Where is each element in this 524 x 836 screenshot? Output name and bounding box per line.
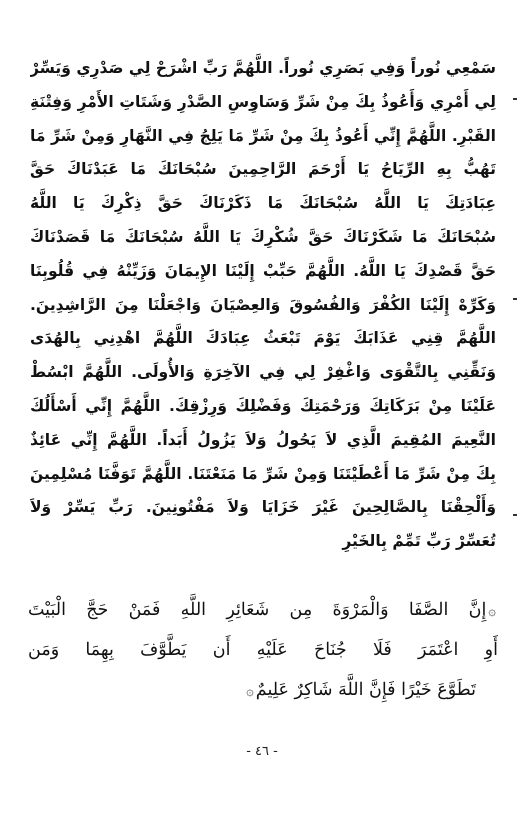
page-number: - ٤٦ - [246, 744, 278, 759]
text-line: عَلَيْنَا مِنْ بَرَكَاتِكَ وَرَحْمَتِكَ وَفَضْلِكَ وَرِزْقِكَ. اللَّهُمَّ إِنِّي أَسْأَلُكَ [30, 396, 496, 415]
verse-line: أَوِ اعْتَمَرَ فَلَا جُنَاحَ عَلَيْهِ أَن يَطَّوَّفَ بِهِمَا وَمَن [28, 640, 498, 660]
margin-mark [513, 514, 517, 516]
verse-line-text: إِنَّ الصَّفَا وَالْمَرْوَةَ مِن شَعَائِرِ اللَّهِ فَمَنْ حَجَّ الْبَيْتَ [28, 600, 487, 620]
text-line: سُبْحَانَكَ مَا شَكَرْنَاكَ حَقَّ شُكْرِكَ يَا اللَّهُ سُبْحَانَكَ مَا قَصَدْنَاكَ [30, 227, 496, 246]
text-line: عِبَادَتِكَ يَا اللَّهُ سُبْحَانَكَ مَا ذَكَرْنَاكَ حَقَّ ذِكْرِكَ يَا اللَّهُ [30, 194, 496, 213]
text-line: لِي أَمْرِي وَأَعُوذُ بِكَ مِنْ شَرِّ وَسَاوِسِ الصَّدْرِ وَشَتَاتِ الأَمْرِ وَفِتْنَةِ [30, 92, 496, 111]
verse-close-ornament: ۞ [246, 684, 254, 699]
text-line: وَنَقِّنِي بِالتَّقْوَى وَاغْفِرْ لِي فِي الآخِرَةِ وَالأُولَى. اللَّهُمَّ ابْسُطْ [30, 363, 496, 382]
text-line: القَبْرِ. اللَّهُمَّ إِنِّي أَعُوذُ بِكَ مِنْ شَرِّ مَا يَلِجُ فِي النَّهَارِ وَمِنْ شَرِّ مَا [30, 126, 496, 145]
quran-verse [28, 590, 498, 710]
verse-line-text: تَطَوَّعَ خَيْرًا فَإِنَّ اللَّهَ شَاكِرٌ عَلِيمٌ [255, 680, 476, 700]
text-line: سَمْعِي نُوراً وَفِي بَصَرِي نُوراً. اللَّهُمَّ رَبِّ اشْرَحْ لِي صَدْرِي وَيَسِّرْ [30, 59, 496, 77]
text-line: حَقَّ قَصْدِكَ يَا اللَّهُ. اللَّهُمَّ حَبِّبْ إِلَيْنَا الإِيمَانَ وَزَيِّنْهُ فِي قُلُوبِنَا [30, 261, 496, 280]
text-line: تَهُبُّ بِهِ الرِّيَاحُ يَا أَرْحَمَ الرَّاحِمِينَ سُبْحَانَكَ مَا عَبَدْنَاكَ حَقَّ [30, 160, 496, 179]
margin-mark [513, 98, 517, 100]
text-line: وَأَلْحِقْنَا بِالصَّالِحِينَ غَيْرَ خَزَايَا وَلاَ مَفْتُونِينَ. رَبِّ يَسِّرْ وَلاَ [30, 498, 496, 517]
text-line: النَّعِيمَ المُقِيمَ الَّذِي لاَ يَحُولُ وَلاَ يَزُولُ أَبَداً. اللَّهُمَّ إِنِّي عَائِذٌ [30, 430, 496, 449]
verse-open-ornament: ۞ [488, 604, 496, 619]
text-line: اللَّهُمَّ قِنِي عَذَابَكَ يَوْمَ تَبْعَثُ عِبَادَكَ اللَّهُمَّ اهْدِنِي بِالهُدَى [30, 329, 496, 348]
margin-mark [513, 298, 517, 300]
text-line: تُعَسِّرْ رَبِّ تَمِّمْ بِالخَيْرِ [342, 532, 496, 551]
verse-line [28, 590, 498, 630]
supplication-text [30, 52, 496, 559]
text-line: وَكَرِّهْ إِلَيْنَا الكُفْرَ وَالفُسُوقَ وَالعِصْيَانَ وَاجْعَلْنَا مِنَ الرَّاشِدِينَ. [30, 295, 496, 314]
verse-line [28, 670, 498, 710]
text-line: بِكَ مِنْ شَرِّ مَا أَعْطَيْتَنَا وَمِنْ شَرِّ مَا مَنَعْتَنَا. اللَّهُمَّ تَوَفَّنَا مُسْلِمِينَ [30, 464, 496, 483]
